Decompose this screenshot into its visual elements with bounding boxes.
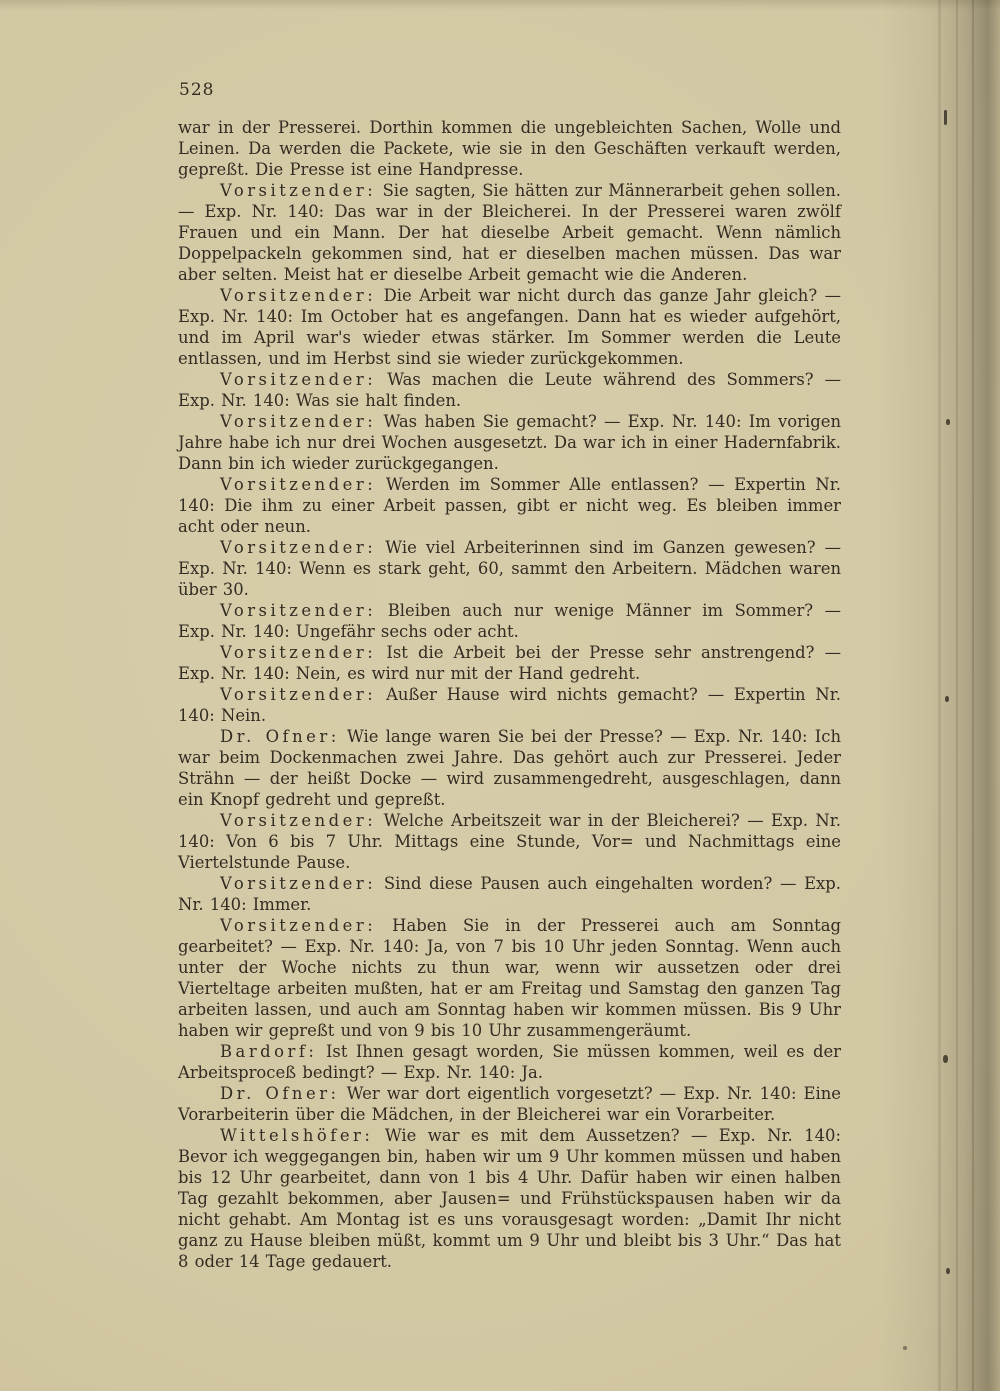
page-edge-streak [956,0,958,1391]
text-block [178,117,841,1272]
speaker-name: Vorsitzender: [220,874,377,893]
speaker-name: Vorsitzender: [220,685,377,704]
paragraph: Dr. Ofner: Wie lange waren Sie bei der Presse? — Exp. Nr. 140: Ich war beim Dockenmachen zwei Jahre. Das gehört auch zur Presserei. Jeder Strähn — der heißt Docke — wird zusammengedreht, ausgeschlagen, dann ein Knopf gedreht und gepreßt. [178,727,841,809]
paragraph: Vorsitzender: Ist die Arbeit bei der Presse sehr anstrengend? — Exp. Nr. 140: Nein, es wird nur mit der Hand gedreht. [178,643,841,683]
paragraph: Vorsitzender: Welche Arbeitszeit war in der Bleicherei? — Exp. Nr. 140: Von 6 bis 7 Uhr. Mittags eine Stunde, Vor= und Nachmittags eine Viertelstunde Pause. [178,811,841,872]
paragraph: Vorsitzender: Sind diese Pausen auch eingehalten worden? — Exp. Nr. 140: Immer. [178,874,841,914]
speaker-name: Vorsitzender: [220,538,377,557]
speaker-name: Vorsitzender: [220,286,377,305]
paragraph: Dr. Ofner: Wer war dort eigentlich vorgesetzt? — Exp. Nr. 140: Eine Vorarbeiterin über die Mädchen, in der Bleicherei war ein Vorarbeiter. [178,1084,841,1124]
paragraph: Vorsitzender: Die Arbeit war nicht durch das ganze Jahr gleich? — Exp. Nr. 140: Im October hat es angefangen. Dann hat es wieder aufgehört, und im April war's wieder etwas stärker. Im Sommer werden die Leute entlassen, und im Herbst sind sie wieder zurückgekommen. [178,286,841,368]
paragraph: Vorsitzender: Was haben Sie gemacht? — Exp. Nr. 140: Im vorigen Jahre habe ich nur drei Wochen ausgesetzt. Da war ich in einer Hadernfabrik. Dann bin ich wieder zurückgegangen. [178,412,841,473]
speaker-name: Vorsitzender: [220,643,377,662]
edge-speck [946,419,950,425]
edge-speck [943,1055,948,1063]
speaker-name: Vorsitzender: [220,811,377,830]
paragraph: Wittelshöfer: Wie war es mit dem Aussetzen? — Exp. Nr. 140: Bevor ich weggegangen bin, haben wir um 9 Uhr kommen müssen und haben bis 12 Uhr gearbeitet, dann von 1 bis 4 Uhr. Dafür haben wir einen halben Tag gezahlt bekommen, aber Jausen= und Frühstückspausen haben wir da nicht gehabt. Am Montag ist es uns vorausgesagt worden: „Damit Ihr nicht ganz zu Hause bleiben müßt, kommt um 9 Uhr und bleibt bis 3 Uhr.“ Das hat 8 oder 14 Tage gedauert. [178,1126,841,1271]
speaker-name: Vorsitzender: [220,181,377,200]
edge-speck [945,696,949,702]
paragraph: Vorsitzender: Bleiben auch nur wenige Männer im Sommer? — Exp. Nr. 140: Ungefähr sechs oder acht. [178,601,841,641]
page-edge-streak [972,0,974,1391]
paragraph: Vorsitzender: Wie viel Arbeiterinnen sind im Ganzen gewesen? — Exp. Nr. 140: Wenn es stark geht, 60, sammt den Arbeitern. Mädchen waren über 30. [178,538,841,599]
speaker-name: Vorsitzender: [220,475,377,494]
speaker-name: Dr. Ofner: [220,1084,340,1103]
page-edge-streak [938,0,941,1391]
edge-speck [944,110,947,125]
paragraph: Vorsitzender: Was machen die Leute während des Sommers? — Exp. Nr. 140: Was sie halt finden. [178,370,841,410]
paragraph: Vorsitzender: Werden im Sommer Alle entlassen? — Expertin Nr. 140: Die ihm zu einer Arbeit passen, gibt er nicht weg. Es bleiben immer acht oder neun. [178,475,841,536]
speaker-name: Bardorf: [220,1042,318,1061]
speaker-name: Dr. Ofner: [220,727,340,746]
paragraph: Vorsitzender: Sie sagten, Sie hätten zur Männerarbeit gehen sollen. — Exp. Nr. 140: Das war in der Bleicherei. In der Presserei waren zwölf Frauen und ein Mann. Der hat dieselbe Arbeit gemacht. Wenn nämlich Doppelpackeln gekommen sind, hat er dieselben machen müssen. Das war aber selten. Meist hat er dieselbe Arbeit gemacht wie die Anderen. [178,181,841,284]
speaker-name: Vorsitzender: [220,601,377,620]
paragraph: Bardorf: Ist Ihnen gesagt worden, Sie müssen kommen, weil es der Arbeitsproceß bedingt? — Exp. Nr. 140: Ja. [178,1042,841,1082]
speaker-name: Vorsitzender: [220,412,377,431]
speaker-name: Vorsitzender: [220,916,377,935]
speaker-name: Vorsitzender: [220,370,377,389]
paragraph: Vorsitzender: Haben Sie in der Presserei auch am Sonntag gearbeitet? — Exp. Nr. 140: Ja, von 7 bis 10 Uhr jeden Sonntag. Wenn auch unter der Woche nichts zu thun war, wenn wir aussetzen oder drei Vierteltage arbeiten mußten, hat er am Freitag und Samstag den ganzen Tag arbeiten lassen, und auch am Sonntag haben wir kommen müssen. Bis 9 Uhr haben wir gepreßt und von 9 bis 10 Uhr zusammengeräumt. [178,916,841,1040]
edge-speck [946,1268,950,1274]
paragraph: war in der Presserei. Dorthin kommen die ungebleichten Sachen, Wolle und Leinen. Da werden die Packete, wie sie in den Geschäften verkauft werden, gepreßt. Die Presse ist eine Handpresse. [178,118,841,179]
speaker-name: Wittelshöfer: [220,1126,374,1145]
page-number: 528 [179,80,215,100]
paragraph: Vorsitzender: Außer Hause wird nichts gemacht? — Expertin Nr. 140: Nein. [178,685,841,725]
edge-speck [903,1346,907,1350]
